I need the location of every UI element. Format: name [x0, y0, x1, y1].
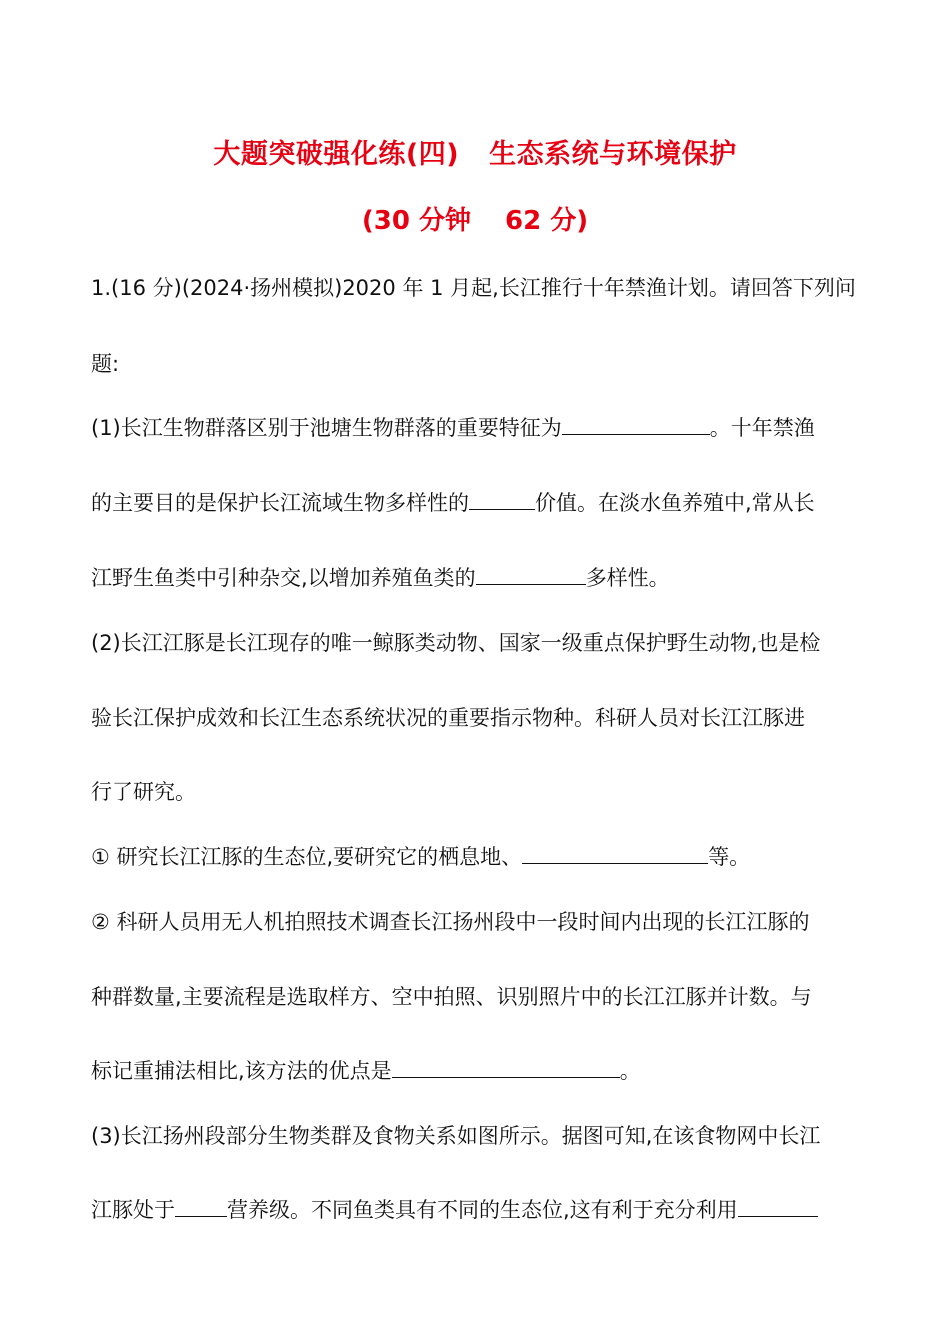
answer-blank — [738, 1196, 818, 1217]
subtitle-time: (30 分钟 — [361, 206, 471, 236]
part1-line3-tail: 多样性。 — [585, 566, 670, 590]
question-intro-line2: 题: — [91, 352, 120, 376]
part2-sub2-line3 — [91, 1055, 641, 1085]
part2-sub2-line3-tail: 。 — [619, 1059, 641, 1083]
title-part2: 生态系统与环境保护 — [489, 139, 737, 170]
part2-sub1-text: ① 研究长江江豚的生态位,要研究它的栖息地、 — [91, 845, 523, 869]
part2-sub2-line2: 种群数量,主要流程是选取样方、空中拍照、识别照片中的长江江豚并计数。与 — [91, 985, 812, 1009]
part1-line2-text: 的主要目的是保护长江流域生物多样性的 — [91, 491, 469, 515]
part2-sub2-line1: ② 科研人员用无人机拍照技术调查长江扬州段中一段时间内出现的长江江豚的 — [91, 910, 810, 934]
part2-sub1-tail: 等。 — [708, 845, 751, 869]
part2-sub1 — [91, 841, 750, 871]
part2-line2: 验长江保护成效和长江生态系统状况的重要指示物种。科研人员对长江江豚进 — [91, 706, 805, 730]
part1-line2 — [91, 487, 815, 517]
question-intro-line1: 1.(16 分)(2024·扬州模拟)2020 年 1 月起,长江推行十年禁渔计划。请回答下列问 — [91, 276, 856, 300]
title-part1: 大题突破强化练(四) — [213, 139, 460, 170]
part3-line2-text: 江豚处于 — [91, 1198, 175, 1222]
answer-blank — [392, 1057, 620, 1078]
part2-line1: (2)长江江豚是长江现存的唯一鲸豚类动物、国家一级重点保护野生动物,也是检 — [91, 631, 821, 655]
part3-line2 — [91, 1194, 818, 1224]
part3-line1: (3)长江扬州段部分生物类群及食物关系如图所示。据图可知,在该食物网中长江 — [91, 1124, 821, 1148]
part1-line1-text: (1)长江生物群落区别于池塘生物群落的重要特征为 — [91, 416, 562, 440]
answer-blank — [469, 489, 535, 510]
part2-sub2-line3-text: 标记重捕法相比,该方法的优点是 — [91, 1059, 392, 1083]
part1-line3 — [91, 562, 670, 592]
page-subtitle — [0, 200, 950, 237]
answer-blank — [175, 1196, 227, 1217]
part1-line2-tail: 价值。在淡水鱼养殖中,常从长 — [535, 491, 815, 515]
part1-line3-text: 江野生鱼类中引种杂交,以增加养殖鱼类的 — [91, 566, 476, 590]
part1-line1 — [91, 412, 815, 442]
part3-line2-tail: 营养级。不同鱼类具有不同的生态位,这有利于充分利用 — [227, 1198, 738, 1222]
page-title — [0, 132, 950, 171]
answer-blank — [522, 843, 708, 864]
part2-line3: 行了研究。 — [91, 780, 196, 804]
answer-blank — [476, 564, 586, 585]
answer-blank — [562, 414, 710, 435]
part1-line1-tail: 。十年禁渔 — [709, 416, 815, 440]
subtitle-score: 62 分) — [505, 206, 589, 236]
